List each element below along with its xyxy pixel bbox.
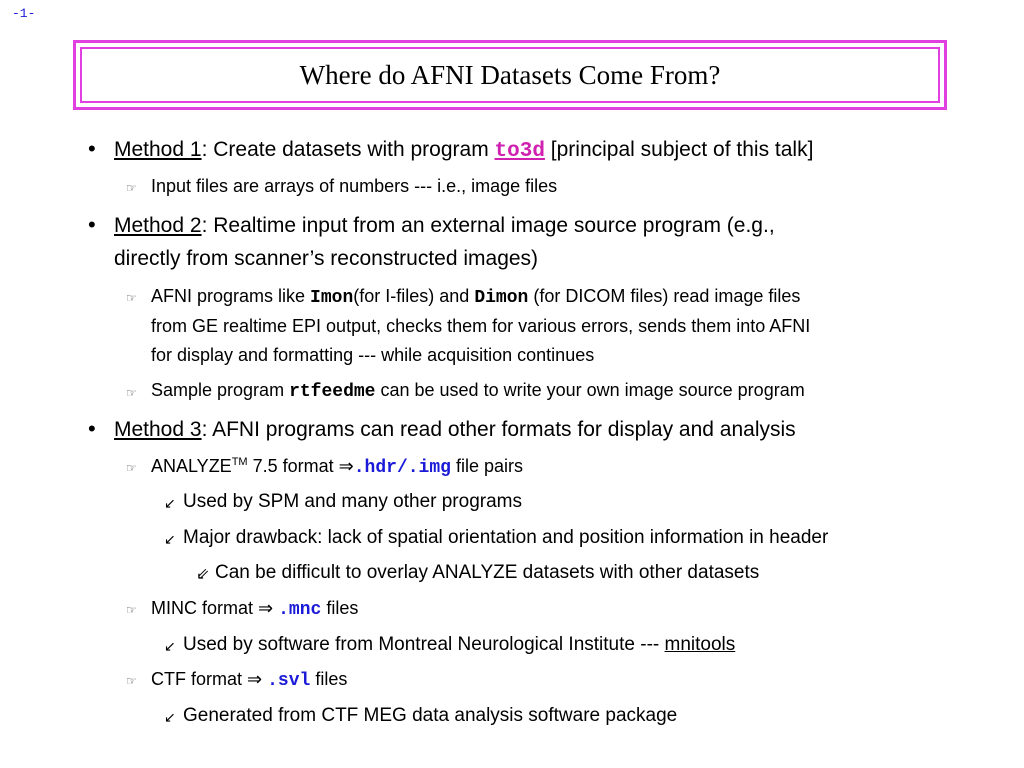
mnc-code: .mnc (278, 600, 322, 620)
text: Used by software from Montreal Neurological Institute --- (183, 634, 665, 655)
mnitools-link[interactable]: mnitools (664, 634, 736, 655)
hand-pointer-icon: ☞ (126, 603, 137, 617)
method1-sub: Input files are arrays of numbers --- i.e., image files (151, 176, 558, 196)
to3d-code: to3d (494, 140, 545, 163)
analyze-sub2a: Can be difficult to overlay ANALYZE datasets with other datasets (215, 562, 760, 583)
method2-text: : Realtime input from an external image source program (e.g., (201, 214, 775, 237)
bullet-dot-icon: • (88, 136, 96, 161)
hand-pointer-icon: ☞ (126, 674, 137, 688)
slide-title: Where do AFNI Datasets Come From? (299, 59, 721, 90)
imon-dimon-line (151, 286, 800, 308)
page-number: -1- (12, 6, 36, 21)
ctf-line (151, 669, 347, 691)
imon-dimon-line3: for display and formatting --- while acquisition continues (151, 345, 595, 365)
hand-pointer-icon: ☞ (126, 291, 137, 305)
method3-label: Method 3 (114, 418, 202, 441)
text: MINC format (151, 598, 259, 618)
method1-tail: [principal subject of this talk] (544, 138, 814, 161)
method2-line2: directly from scanner’s reconstructed images) (114, 247, 539, 270)
arrow-sw-icon: ↙ (164, 531, 176, 547)
hand-pointer-icon: ☞ (126, 181, 137, 195)
implies-arrow-icon: ⇒ (247, 669, 263, 690)
imon-dimon-line2: from GE realtime EPI output, checks them for various errors, sends them into AFNI (151, 316, 811, 336)
text: AFNI programs like (151, 286, 311, 306)
text: (for I-files) and (353, 286, 475, 306)
implies-arrow-icon: ⇒ (338, 456, 354, 477)
title-box (73, 40, 947, 110)
text: can be used to write your own image source program (375, 380, 805, 400)
rtfeedme-line (151, 380, 805, 402)
text: 7.5 format (247, 456, 339, 476)
hand-pointer-icon: ☞ (126, 386, 137, 400)
text: file pairs (450, 456, 523, 476)
method2-label: Method 2 (114, 214, 202, 237)
arrow-sw-icon: ↙ (164, 709, 176, 725)
implies-arrow-icon: ⇒ (258, 598, 274, 619)
arrow-sw-icon: ↙ (164, 495, 176, 511)
imon-code: Imon (310, 288, 354, 308)
hand-pointer-icon: ☞ (126, 461, 137, 475)
method1-text: : Create datasets with program (201, 138, 495, 161)
method3-line (114, 418, 796, 442)
method2-line (114, 214, 775, 238)
dimon-code: Dimon (474, 288, 529, 308)
text: CTF format (151, 669, 248, 689)
method1-line (114, 138, 813, 163)
svl-code: .svl (267, 671, 311, 691)
analyze-sub1: Used by SPM and many other programs (183, 491, 522, 512)
minc-sub1 (183, 634, 735, 656)
hdr-img-code: .hdr/.img (353, 458, 451, 478)
arrow-sw-icon: ↙ (164, 638, 176, 654)
analyze-line (151, 456, 523, 478)
text: files (310, 669, 348, 689)
minc-line (151, 598, 358, 620)
bullet-dot-icon: • (88, 416, 96, 441)
arrow-sw-bold-icon: ⇙ (196, 566, 210, 583)
method3-text: : AFNI programs can read other formats for display and analysis (201, 418, 796, 441)
trademark: TM (231, 456, 248, 468)
text: (for DICOM files) read image files (528, 286, 801, 306)
ctf-sub1: Generated from CTF MEG data analysis software package (183, 705, 678, 726)
text: Sample program (151, 380, 290, 400)
analyze-sub2: Major drawback: lack of spatial orientation and position information in header (183, 527, 829, 548)
rtfeedme-code: rtfeedme (289, 382, 376, 402)
method1-label: Method 1 (114, 138, 202, 161)
text: ANALYZE (151, 456, 232, 476)
text: files (321, 598, 359, 618)
bullet-dot-icon: • (88, 212, 96, 237)
